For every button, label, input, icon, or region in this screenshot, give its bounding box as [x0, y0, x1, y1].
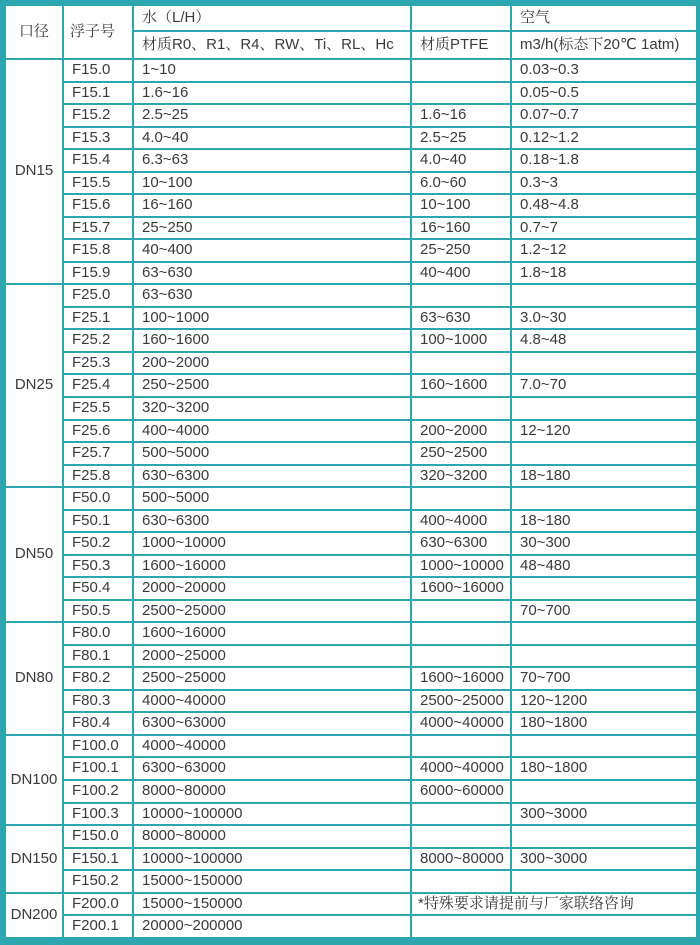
header-water-material-b: 材质PTFE [411, 31, 511, 59]
water-ptfe-range-cell: 2500~25000 [411, 690, 511, 713]
table-row [5, 690, 697, 713]
water-range-cell: 4.0~40 [133, 127, 411, 150]
water-ptfe-range-cell: 200~2000 [411, 420, 511, 443]
float-no-cell: F15.2 [63, 104, 133, 127]
diameter-cell: DN15 [5, 59, 63, 284]
float-no-cell: F25.1 [63, 307, 133, 330]
water-ptfe-range-cell [411, 352, 511, 375]
water-ptfe-range-cell: 63~630 [411, 307, 511, 330]
air-range-cell: 300~3000 [511, 848, 697, 871]
water-range-cell: 160~1600 [133, 329, 411, 352]
water-range-cell: 6.3~63 [133, 149, 411, 172]
air-range-cell [511, 487, 697, 510]
header-air-unit: m3/h(标态下20℃ 1atm) [511, 31, 697, 59]
float-no-cell: F100.3 [63, 803, 133, 826]
float-no-cell: F50.1 [63, 510, 133, 533]
air-range-cell [511, 870, 697, 893]
header-group-row [5, 5, 697, 31]
float-no-cell: F15.3 [63, 127, 133, 150]
water-range-cell: 2000~20000 [133, 577, 411, 600]
table-body [5, 59, 697, 938]
table-row [5, 172, 697, 195]
water-ptfe-range-cell: 4000~40000 [411, 712, 511, 735]
table-row [5, 712, 697, 735]
table-row [5, 127, 697, 150]
water-ptfe-range-cell: 40~400 [411, 262, 511, 285]
table-row [5, 622, 697, 645]
water-ptfe-range-cell: 25~250 [411, 239, 511, 262]
float-no-cell: F80.0 [63, 622, 133, 645]
table-row [5, 82, 697, 105]
table-row [5, 284, 697, 307]
float-no-cell: F80.2 [63, 667, 133, 690]
float-no-cell: F15.0 [63, 59, 133, 82]
float-no-cell: F50.0 [63, 487, 133, 510]
water-ptfe-range-cell [411, 487, 511, 510]
air-range-cell: 4.8~48 [511, 329, 697, 352]
water-ptfe-range-cell [411, 622, 511, 645]
air-range-cell [511, 645, 697, 668]
flowmeter-spec-table [4, 4, 698, 939]
float-no-cell: F50.2 [63, 532, 133, 555]
table-row [5, 555, 697, 578]
water-range-cell: 25~250 [133, 217, 411, 240]
water-ptfe-range-cell [411, 645, 511, 668]
float-no-cell: F150.0 [63, 825, 133, 848]
water-ptfe-range-cell [411, 825, 511, 848]
table-row [5, 307, 697, 330]
air-range-cell: 0.12~1.2 [511, 127, 697, 150]
diameter-cell: DN150 [5, 825, 63, 893]
float-no-cell: F15.8 [63, 239, 133, 262]
water-ptfe-range-cell [411, 735, 511, 758]
table-row [5, 915, 697, 938]
water-range-cell: 630~6300 [133, 510, 411, 533]
water-range-cell: 400~4000 [133, 420, 411, 443]
float-no-cell: F200.0 [63, 893, 133, 916]
water-ptfe-range-cell: 1600~16000 [411, 577, 511, 600]
water-ptfe-range-cell: 4.0~40 [411, 149, 511, 172]
table-row [5, 59, 697, 82]
table-row [5, 442, 697, 465]
diameter-cell: DN80 [5, 622, 63, 735]
air-range-cell [511, 780, 697, 803]
header-water-material-a: 材质R0、R1、R4、RW、Ti、RL、Hc [133, 31, 411, 59]
water-ptfe-range-cell: 1600~16000 [411, 667, 511, 690]
header-diameter: 口径 [5, 5, 63, 59]
air-range-cell: 1.8~18 [511, 262, 697, 285]
table-row [5, 104, 697, 127]
water-range-cell: 6300~63000 [133, 757, 411, 780]
air-range-cell: 48~480 [511, 555, 697, 578]
float-no-cell: F15.4 [63, 149, 133, 172]
water-range-cell: 500~5000 [133, 487, 411, 510]
water-range-cell: 2.5~25 [133, 104, 411, 127]
diameter-cell: DN25 [5, 284, 63, 487]
float-no-cell: F15.9 [63, 262, 133, 285]
float-no-cell: F25.6 [63, 420, 133, 443]
water-ptfe-range-cell: 2.5~25 [411, 127, 511, 150]
float-no-cell: F80.3 [63, 690, 133, 713]
air-range-cell: 18~180 [511, 510, 697, 533]
float-no-cell: F15.1 [63, 82, 133, 105]
table-row [5, 825, 697, 848]
table-row [5, 262, 697, 285]
float-no-cell: F50.5 [63, 600, 133, 623]
water-ptfe-range-cell [411, 82, 511, 105]
air-range-cell: 30~300 [511, 532, 697, 555]
water-range-cell: 1~10 [133, 59, 411, 82]
water-ptfe-range-cell: 16~160 [411, 217, 511, 240]
float-no-cell: F150.2 [63, 870, 133, 893]
air-range-cell [511, 735, 697, 758]
air-range-cell: 0.48~4.8 [511, 194, 697, 217]
water-range-cell: 630~6300 [133, 465, 411, 488]
table-row [5, 532, 697, 555]
float-no-cell: F15.6 [63, 194, 133, 217]
diameter-cell: DN100 [5, 735, 63, 825]
water-ptfe-range-cell: 8000~80000 [411, 848, 511, 871]
table-row [5, 803, 697, 826]
water-range-cell: 100~1000 [133, 307, 411, 330]
table-row [5, 329, 697, 352]
table-header [5, 5, 697, 59]
air-range-cell: 0.3~3 [511, 172, 697, 195]
table-row [5, 870, 697, 893]
float-no-cell: F15.5 [63, 172, 133, 195]
table-row [5, 217, 697, 240]
water-range-cell: 2500~25000 [133, 600, 411, 623]
header-water-group-spacer [411, 5, 511, 31]
air-range-cell: 1.2~12 [511, 239, 697, 262]
float-no-cell: F100.0 [63, 735, 133, 758]
water-ptfe-range-cell: 1000~10000 [411, 555, 511, 578]
water-range-cell: 1600~16000 [133, 622, 411, 645]
air-range-cell [511, 577, 697, 600]
header-water-group: 水（L/H） [133, 5, 411, 31]
air-range-cell [511, 442, 697, 465]
air-range-cell [511, 352, 697, 375]
float-no-cell: F100.1 [63, 757, 133, 780]
table-row [5, 487, 697, 510]
water-range-cell: 15000~150000 [133, 893, 411, 916]
float-no-cell: F25.4 [63, 374, 133, 397]
float-no-cell: F200.1 [63, 915, 133, 938]
water-ptfe-range-cell [411, 870, 511, 893]
water-range-cell: 4000~40000 [133, 735, 411, 758]
float-no-cell: F150.1 [63, 848, 133, 871]
water-range-cell: 63~630 [133, 284, 411, 307]
water-ptfe-range-cell: 6.0~60 [411, 172, 511, 195]
water-ptfe-range-cell [411, 600, 511, 623]
water-range-cell: 500~5000 [133, 442, 411, 465]
air-range-cell: 120~1200 [511, 690, 697, 713]
float-no-cell: F25.7 [63, 442, 133, 465]
table-row [5, 149, 697, 172]
float-no-cell: F25.8 [63, 465, 133, 488]
air-range-cell: 0.05~0.5 [511, 82, 697, 105]
water-range-cell: 10000~100000 [133, 803, 411, 826]
float-no-cell: F50.3 [63, 555, 133, 578]
diameter-cell: DN50 [5, 487, 63, 622]
float-no-cell: F80.4 [63, 712, 133, 735]
water-ptfe-range-cell: 6000~60000 [411, 780, 511, 803]
water-range-cell: 2500~25000 [133, 667, 411, 690]
float-no-cell: F25.2 [63, 329, 133, 352]
table-row [5, 510, 697, 533]
header-float-no: 浮子号 [63, 5, 133, 59]
water-range-cell: 4000~40000 [133, 690, 411, 713]
table-row [5, 194, 697, 217]
water-range-cell: 250~2500 [133, 374, 411, 397]
water-range-cell: 1000~10000 [133, 532, 411, 555]
water-range-cell: 16~160 [133, 194, 411, 217]
water-ptfe-range-cell [411, 397, 511, 420]
water-ptfe-range-cell: 250~2500 [411, 442, 511, 465]
air-range-cell: 300~3000 [511, 803, 697, 826]
header-air-group: 空气 [511, 5, 697, 31]
water-range-cell: 1600~16000 [133, 555, 411, 578]
float-no-cell: F25.5 [63, 397, 133, 420]
air-range-cell: 180~1800 [511, 757, 697, 780]
water-ptfe-range-cell [411, 803, 511, 826]
air-range-cell [511, 825, 697, 848]
water-ptfe-range-cell: 160~1600 [411, 374, 511, 397]
special-note-cell: *特殊要求请提前与厂家联络咨询 [411, 893, 697, 916]
water-range-cell: 15000~150000 [133, 870, 411, 893]
air-range-cell: 3.0~30 [511, 307, 697, 330]
table-row [5, 239, 697, 262]
table-row [5, 577, 697, 600]
table-row [5, 420, 697, 443]
water-range-cell: 63~630 [133, 262, 411, 285]
air-range-cell: 18~180 [511, 465, 697, 488]
table-row [5, 397, 697, 420]
water-range-cell: 10000~100000 [133, 848, 411, 871]
water-range-cell: 8000~80000 [133, 780, 411, 803]
table-row [5, 465, 697, 488]
table-row [5, 352, 697, 375]
water-ptfe-range-cell: 4000~40000 [411, 757, 511, 780]
float-no-cell: F50.4 [63, 577, 133, 600]
air-range-cell: 0.03~0.3 [511, 59, 697, 82]
air-range-cell: 0.18~1.8 [511, 149, 697, 172]
table-row [5, 600, 697, 623]
water-range-cell: 2000~25000 [133, 645, 411, 668]
water-range-cell: 20000~200000 [133, 915, 411, 938]
merged-empty-cell [411, 915, 697, 938]
water-ptfe-range-cell: 100~1000 [411, 329, 511, 352]
air-range-cell: 7.0~70 [511, 374, 697, 397]
water-ptfe-range-cell: 320~3200 [411, 465, 511, 488]
air-range-cell [511, 622, 697, 645]
table-row [5, 735, 697, 758]
air-range-cell [511, 284, 697, 307]
water-range-cell: 1.6~16 [133, 82, 411, 105]
water-ptfe-range-cell [411, 284, 511, 307]
table-row [5, 893, 697, 916]
float-no-cell: F100.2 [63, 780, 133, 803]
water-range-cell: 6300~63000 [133, 712, 411, 735]
air-range-cell: 70~700 [511, 667, 697, 690]
diameter-cell: DN200 [5, 893, 63, 938]
air-range-cell: 180~1800 [511, 712, 697, 735]
water-range-cell: 8000~80000 [133, 825, 411, 848]
water-ptfe-range-cell: 10~100 [411, 194, 511, 217]
float-no-cell: F15.7 [63, 217, 133, 240]
water-range-cell: 10~100 [133, 172, 411, 195]
water-range-cell: 320~3200 [133, 397, 411, 420]
air-range-cell: 0.7~7 [511, 217, 697, 240]
table-row [5, 848, 697, 871]
air-range-cell: 70~700 [511, 600, 697, 623]
table-row [5, 645, 697, 668]
float-no-cell: F25.3 [63, 352, 133, 375]
water-range-cell: 200~2000 [133, 352, 411, 375]
table-row [5, 780, 697, 803]
water-range-cell: 40~400 [133, 239, 411, 262]
air-range-cell: 0.07~0.7 [511, 104, 697, 127]
table-row [5, 374, 697, 397]
water-ptfe-range-cell: 400~4000 [411, 510, 511, 533]
float-no-cell: F25.0 [63, 284, 133, 307]
table-row [5, 757, 697, 780]
float-no-cell: F80.1 [63, 645, 133, 668]
air-range-cell [511, 397, 697, 420]
water-ptfe-range-cell: 1.6~16 [411, 104, 511, 127]
water-ptfe-range-cell: 630~6300 [411, 532, 511, 555]
table-row [5, 667, 697, 690]
water-ptfe-range-cell [411, 59, 511, 82]
air-range-cell: 12~120 [511, 420, 697, 443]
